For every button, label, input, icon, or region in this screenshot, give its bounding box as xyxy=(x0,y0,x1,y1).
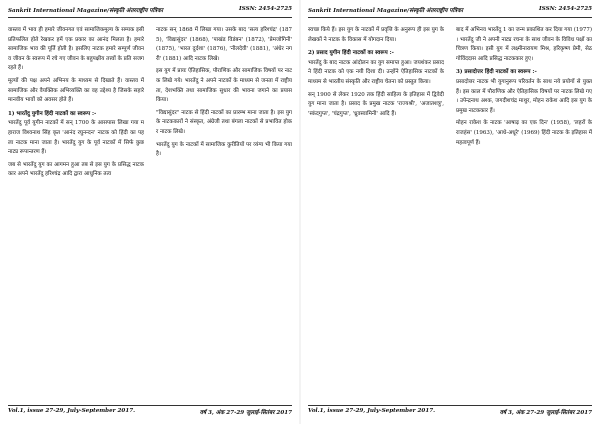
column-2 xyxy=(456,26,592,402)
paragraph: प्रसादोत्तर नाटक भी युगानुरूप परिवर्तन के साथ नये प्रयोगों से युक्त हैं। इस काल में पौराणिक और ऐतिहासिक विषयों पर नाटक लिखे गए। उपेन्द्रनाथ अश्क, जगदीशचंद्र माथुर, मोहन राकेश आदि इस युग के प्रमुख नाटककार हैं। xyxy=(456,78,592,114)
header-rule xyxy=(308,17,592,18)
paragraph: इस युग में प्रायः ऐतिहासिक, पौराणिक और सामाजिक विषयों पर नाटक लिखे गये। भारतेंदु ने अपने नाटकों के माध्यम से जनता में राष्ट्रीयता, देशभक्ति तथा सामाजिक सुधार की भावना जगाने का प्रयास किया। xyxy=(156,68,292,104)
footer-rule xyxy=(8,405,292,406)
paragraph: "विद्यासुंदर" नाटक से हिंदी नाटकों का प्रारम्भ माना जाता है। इस युग के नाटककारों ने संस्कृत, अंग्रेजी तथा बंगला नाटकों से प्रभावित होकर नाटक लिखे। xyxy=(156,109,292,135)
text-columns xyxy=(308,26,592,402)
paragraph: भारतेंदु पूर्व युगीन नाटकों में सन् 1700 के आसपास लिखा गया महाराज विश्वनाथ सिंह कृत 'आनंद रघुनन्दन' नाटक को हिंदी का पहला नाटक माना जाता है। भारतेंदु युग के पूर्व नाटकों में सिर्फ कुछ नाट्य रूपान्तरण हैं। xyxy=(8,120,144,156)
column-2 xyxy=(156,26,292,402)
journal-name: Sankrit International Magazine/संस्कृति अंतरराष्ट्रीय पत्रिका xyxy=(308,8,463,14)
paragraph: नाटक सन् 1868 में लिखा गया। उसके बाद 'सत्य हरिश्चंद्र' (1875), 'विद्यासुंदर' (1868), 'पाखंड विडंबन' (1872), 'प्रेमजोगिनी' (1875), 'भारत दुर्दशा' (1876), 'नीलदेवी' (1881), 'अंधेर नगरी' (1881) आदि नाटक लिखे। xyxy=(156,27,292,62)
text-columns xyxy=(8,26,292,402)
page-header xyxy=(8,6,292,16)
paragraph: मोहन राकेश के नाटक 'आषाढ़ का एक दिन' (1958), 'लहरों के राजहंस' (1963), 'आधे-अधूरे' (1969) हिंदी नाटक के इतिहास में महत्वपूर्ण हैं। xyxy=(456,120,592,146)
volume-info: Vol.1, issue 27-29, July-September 2017. xyxy=(8,408,136,414)
footer-rule xyxy=(308,405,592,406)
issn: ISSN: 2454-2725 xyxy=(539,6,592,12)
paragraph: मूल्यों की पक्ष अपने अभिनय के माध्यम से दिखाते हैं। वास्तव में सामाजिक और वैयक्तिक अभिव्यक्ति का वह उद्देश्य है जिसके सहारे मानवीय भावों को अवसर होते हैं। xyxy=(8,77,144,104)
volume-info-hindi: वर्ष 3, अंक 27-29 जुलाई-सितंबर 2017 xyxy=(199,410,292,416)
volume-info: Vol.1, issue 27-29, July-September 2017. xyxy=(308,408,436,414)
paragraph: भारतेंदु युग के नाटकों में सामाजिक कुरीतियों पर व्यंग्य भी किया गया है। xyxy=(156,141,292,158)
page-footer xyxy=(308,408,592,418)
section-heading: 2) प्रसाद युगीन हिंदी नाटकों का स्वरूप :- xyxy=(308,50,394,57)
section-heading: 3) प्रसादोत्तर हिंदी नाटकों का स्वरूप :- xyxy=(456,69,537,76)
paragraph: सन् 1900 से लेकर 1920 तक हिंदी साहित्य के इतिहास में द्विवेदी युग माना जाता है। प्रसाद के प्रमुख नाटक 'राज्यश्री', 'अजातशत्रु', 'स्कंदगुप्त', 'चंद्रगुप्त', 'ध्रुवस्वामिनी' आदि हैं। xyxy=(308,91,444,117)
header-rule xyxy=(8,17,292,18)
volume-info-hindi: वर्ष 3, अंक 27-29 जुलाई-सितंबर 2017 xyxy=(499,410,592,416)
paragraph: स्वच्छ किये हैं। इस युग के नाटकों में प्रवृत्ति के अनुरूप ही इस युग के लेखकों ने नाटक के विकास में योगदान दिया। xyxy=(308,27,444,43)
right-page xyxy=(300,0,600,424)
column-1 xyxy=(8,26,144,402)
section-heading: 1) भारतेंदु युगीन हिंदी नाटकों का स्वरूप :- xyxy=(8,110,97,117)
page-header xyxy=(308,6,592,16)
paragraph: वास्तव में भाव ही हमारे जीवनगत एवं सामाजिकमूल्य के सम्यक इसी प्रतिफलित होते रेखकर हमें एक प्रकार का आनंद मिलता है। हमारे सामाजिक भाव की पूर्ति होती है। इसलिए नाटक हमारे सम्पूर्ण जीवन व जीवन के स्वरूप में रचे गए जीवन के बहुपक्षीय तत्त्वों के प्रति सजग रहते हैं। xyxy=(8,27,144,72)
journal-name: Sankrit International Magazine/संस्कृति अंतरराष्ट्रीय पत्रिका xyxy=(8,8,163,14)
issn: ISSN: 2454-2725 xyxy=(239,6,292,12)
paragraph: जब से भारतेंदु युग का आगमन हुआ तब से इस युग के प्रसिद्ध नाटककार अपने भारतेंदु हरिश्चंद्र आदि द्वारा आधुनिक तत्व xyxy=(8,161,144,178)
column-1 xyxy=(308,26,444,402)
paragraph: भारतेंदु के बाद नाटक आंदोलन का युग समाप्त हुआ। जयशंकर प्रसाद ने हिंदी नाटक को एक नयी दिशा दी। उन्होंने ऐतिहासिक नाटकों के माध्यम से भारतीय संस्कृति और राष्ट्रीय चेतना को प्रस्तुत किया। xyxy=(308,59,444,85)
paragraph: बाद में अभिनव भारतेंदु 1 का जन्म प्रकाशित कर दिया गया (1977)। भारतेंदु जी ने अपनी नाट्य रचना के साथ जीवन के विविध पक्षों का चित्रण किया। इसी युग में लक्ष्मीनारायण मिश्र, हरिकृष्ण प्रेमी, सेठ गोविंददास आदि प्रसिद्ध नाटककार हुए। xyxy=(456,27,592,62)
page-footer xyxy=(8,408,292,418)
